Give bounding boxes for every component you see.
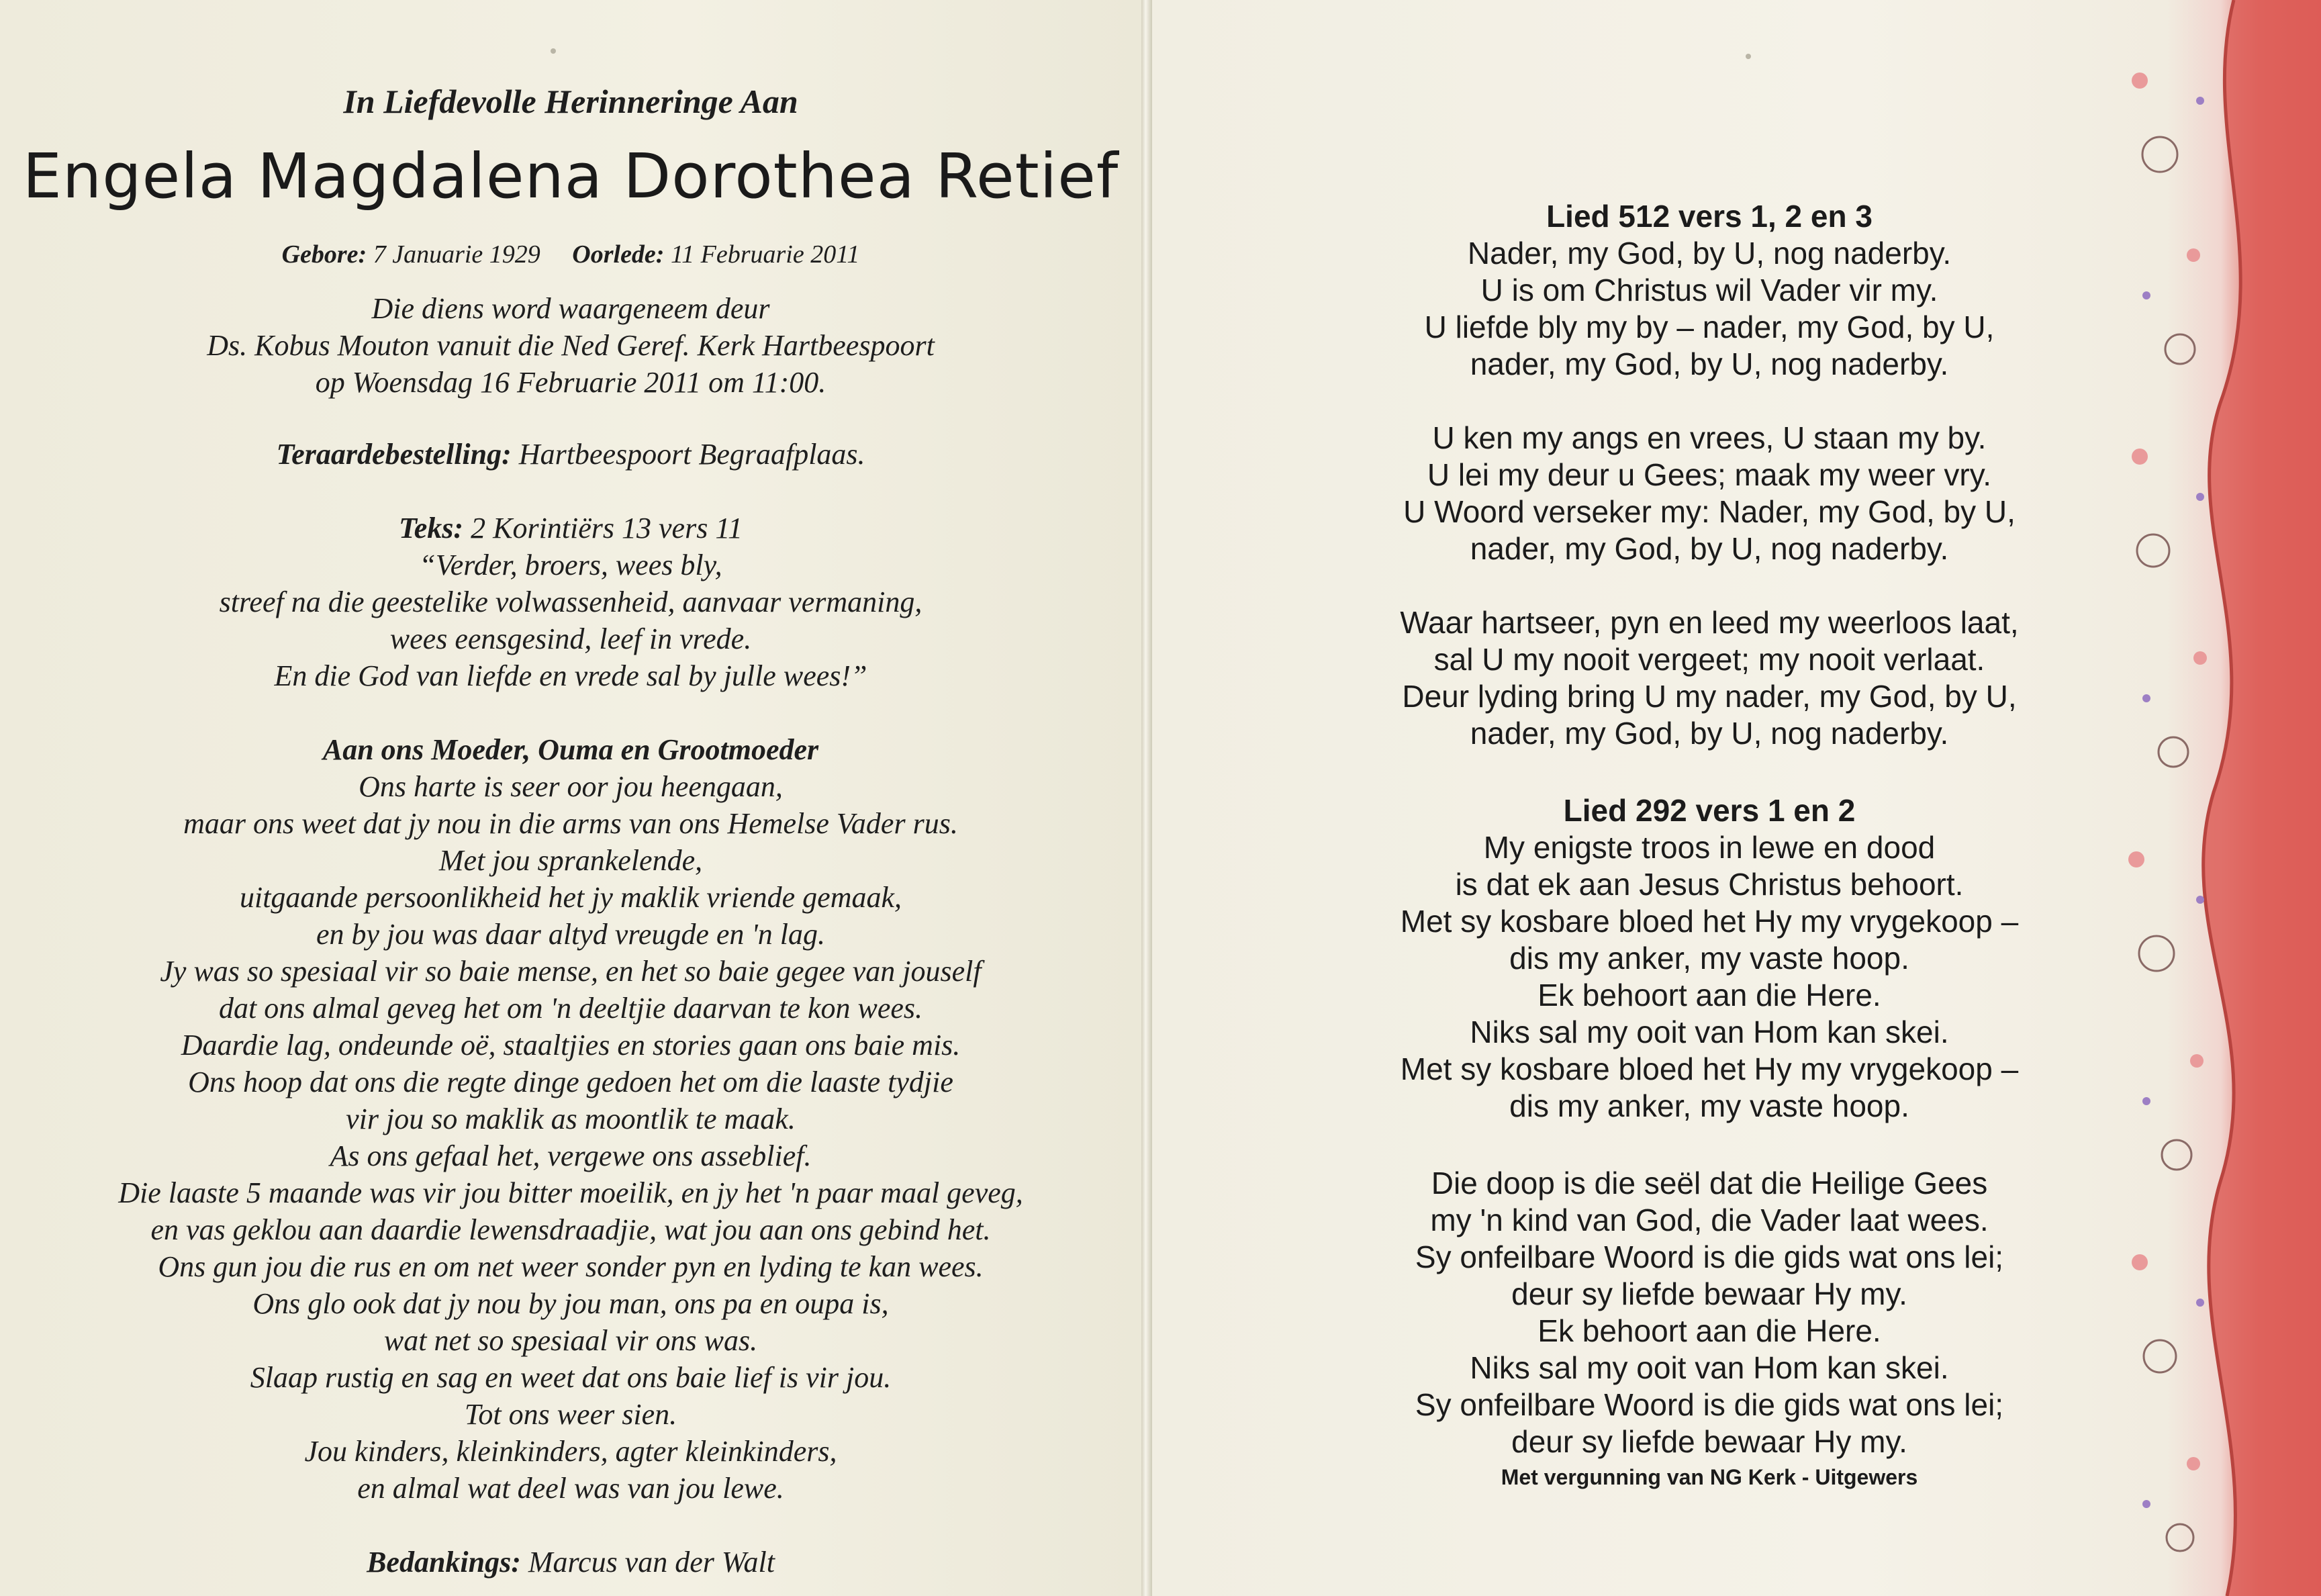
tribute-line: Ons gun jou die rus en om net weer sonder pyn en lyding te kan wees. (158, 1250, 984, 1283)
died-value: 11 Februarie 2011 (670, 240, 860, 269)
service-line: op Woensdag 16 Februarie 2011 om 11:00. (315, 366, 826, 399)
hymn-line: Met sy kosbare bloed het Hy my vrygekoop – (1400, 904, 2019, 939)
text-value: 2 Korintiërs 13 vers 11 (471, 512, 743, 545)
verse-line: “Verder, broers, wees bly, (419, 549, 722, 581)
hymn-line: Waar hartseer, pyn en leed my weerloos laat, (1400, 605, 2019, 640)
thanks-label: Bedankings: (367, 1546, 521, 1579)
text-label: Teks: (398, 512, 464, 545)
hymn-line: U ken my angs en vrees, U staan my by. (1432, 420, 1987, 455)
dates-line (0, 236, 1141, 273)
tribute-line: en vas geklou aan daardie lewensdraadjie, wat jou aan ons gebind het. (150, 1213, 991, 1246)
tribute-line: Jy was so spesiaal vir so baie mense, en het so baie gegee van jouself (160, 955, 982, 988)
publisher-credit: Met vergunning van NG Kerk - Uitgewers (1501, 1465, 1918, 1489)
thanks-value: Marcus van der Walt (528, 1546, 775, 1579)
hymn-line: Deur lyding bring U my nader, my God, by U, (1402, 679, 2017, 714)
tribute-line: wat net so spesiaal vir ons was. (383, 1324, 758, 1357)
hymn-line: deur sy liefde bewaar Hy my. (1511, 1276, 1907, 1311)
hymn-line: Ek behoort aan die Here. (1537, 978, 1881, 1013)
hymn-line: is dat ek aan Jesus Christus behoort. (1455, 867, 1964, 902)
tribute-line: dat ons almal geveg het om 'n deeltjie daarvan te kon wees. (218, 992, 923, 1025)
burial-line (0, 436, 1141, 473)
card-fold (1141, 0, 1152, 1596)
tribute-heading: Aan ons Moeder, Ouma en Grootmoeder (322, 733, 819, 766)
tribute-line: Tot ons weer sien. (464, 1398, 677, 1431)
hymn-line: U lei my deur u Gees; maak my weer vry. (1427, 457, 1992, 492)
hymn-line: dis my anker, my vaste hoop. (1509, 1088, 1909, 1123)
tribute-line: vir jou so maklik as moontlik te maak. (346, 1102, 796, 1135)
pinhole-left (551, 48, 556, 54)
tribute-line: en almal wat deel was van jou lewe. (357, 1472, 784, 1505)
hymn-line: U Woord verseker my: Nader, my God, by U, (1403, 494, 2016, 529)
hymn-line: sal U my nooit vergeet; my nooit verlaat. (1433, 642, 1985, 677)
hymn-line: nader, my God, by U, nog naderby. (1470, 716, 1949, 751)
verse-line: streef na die geestelike volwassenheid, aanvaar vermaning, (219, 585, 922, 618)
tribute-line: Ons harte is seer oor jou heengaan, (359, 770, 783, 803)
service-line: Die diens word waargeneem deur (371, 292, 770, 325)
tribute-line: maar ons weet dat jy nou in die arms van ons Hemelse Vader rus. (183, 807, 958, 840)
hymn-line: Ek behoort aan die Here. (1537, 1313, 1881, 1348)
hymn-line: My enigste troos in lewe en dood (1483, 830, 1936, 865)
hymn-line: Sy onfeilbare Woord is die gids wat ons lei; (1415, 1387, 2004, 1422)
hymn-line: Niks sal my ooit van Hom kan skei. (1470, 1350, 1949, 1385)
hymn-line: U is om Christus wil Vader vir my. (1480, 273, 1938, 308)
hymn-line: Niks sal my ooit van Hom kan skei. (1470, 1015, 1949, 1049)
tribute-line: Ons glo ook dat jy nou by jou man, ons pa en oupa is, (252, 1287, 889, 1320)
tribute-line: Die laaste 5 maande was vir jou bitter moeilik, en jy het 'n paar maal geveg, (118, 1176, 1023, 1209)
hymn-line: nader, my God, by U, nog naderby. (1470, 531, 1949, 566)
verse-line: En die God van liefde en vrede sal by julle wees!” (274, 659, 867, 692)
thanks-line (0, 1544, 1141, 1581)
hymn-line: Sy onfeilbare Woord is die gids wat ons lei; (1415, 1239, 2004, 1274)
tribute-line: Met jou sprankelende, (438, 844, 703, 877)
burial-label: Teraardebestelling: (276, 438, 512, 471)
tribute-line: en by jou was daar altyd vreugde en 'n lag. (316, 918, 826, 951)
hymn-line: my 'n kind van God, die Vader laat wees. (1430, 1203, 1989, 1237)
verse-line: wees eensgesind, leef in vrede. (389, 622, 752, 655)
tribute-line: uitgaande persoonlikheid het jy maklik vriende gemaak, (239, 881, 902, 914)
born-value: 7 Januarie 1929 (373, 240, 540, 269)
born-label: Gebore: (281, 240, 367, 269)
tribute-line: Ons hoop dat ons die regte dinge gedoen het om die laaste tydjie (188, 1066, 953, 1098)
hymn-line: Met sy kosbare bloed het Hy my vrygekoop – (1400, 1051, 2019, 1086)
service-line: Ds. Kobus Mouton vanuit die Ned Geref. Kerk Hartbeespoort (207, 329, 935, 362)
hymn-line: nader, my God, by U, nog naderby. (1470, 346, 1949, 381)
hymn-line: Nader, my God, by U, nog naderby. (1467, 236, 1952, 271)
hymn-line: U liefde bly my by – nader, my God, by U, (1424, 310, 1995, 344)
tribute-line: As ons gefaal het, vergewe ons asseblief. (330, 1139, 812, 1172)
died-label: Oorlede: (572, 240, 665, 269)
hymn-2-title: Lied 292 vers 1 en 2 (1563, 793, 1856, 828)
hymn-line: Die doop is die seël dat die Heilige Gees (1431, 1166, 1988, 1201)
tribute-line: Jou kinders, kleinkinders, agter kleinkinders, (304, 1435, 837, 1468)
pinhole-right (1746, 54, 1751, 59)
memorial-header: In Liefdevolle Herinneringe Aan (343, 83, 798, 120)
tribute-line: Daardie lag, ondeunde oë, staaltjies en stories gaan ons baie mis. (181, 1029, 961, 1062)
scripture-ref-line (0, 510, 1141, 547)
tribute-line: Slaap rustig en sag en weet dat ons baie lief is vir jou. (250, 1361, 892, 1394)
hymn-line: deur sy liefde bewaar Hy my. (1511, 1424, 1907, 1459)
hymn-line: dis my anker, my vaste hoop. (1509, 941, 1909, 976)
burial-value: Hartbeespoort Begraafplaas. (518, 438, 865, 471)
deceased-name: Engela Magdalena Dorothea Retief (22, 140, 1119, 212)
hymn-1-title: Lied 512 vers 1, 2 en 3 (1546, 199, 1873, 234)
